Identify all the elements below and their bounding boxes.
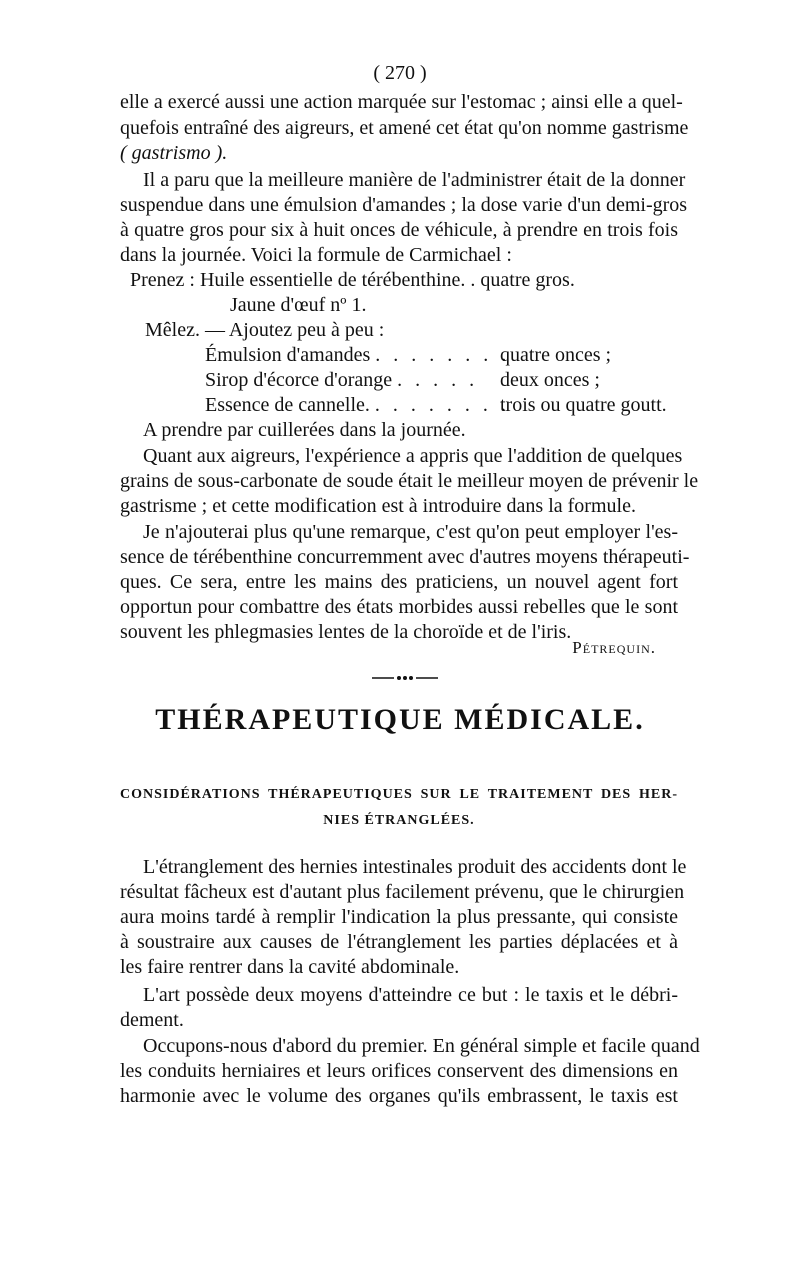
article-subtitle: CONSIDÉRATIONS THÉRAPEUTIQUES SUR LE TRAITEMENT DES HER-: [120, 787, 678, 802]
recipe-item-label: Sirop d'écorce d'orange: [205, 369, 393, 391]
recipe-sirop-qty: deux onces ;: [500, 369, 600, 391]
recipe-essence: [205, 393, 510, 418]
text-line: L'art possède deux moyens d'atteindre ce but : le taxis et le débri-: [143, 984, 678, 1006]
text-line: dans la journée. Voici la formule de Carmichael :: [120, 244, 512, 266]
text-line: L'étranglement des hernies intestinales produit des accidents dont le: [143, 856, 687, 878]
text-line: dement.: [120, 1009, 184, 1031]
leader-dots: . . . . .: [397, 369, 479, 391]
text-line: sence de térébenthine concurremment avec d'autres moyens thérapeuti-: [120, 546, 690, 568]
text-line: Occupons-nous d'abord du premier. En général simple et facile quand: [143, 1035, 700, 1057]
leader-dots: . . . . . . . .: [375, 344, 511, 366]
recipe-melez: Mêlez. — Ajoutez peu à peu :: [145, 319, 385, 341]
text-line: Quant aux aigreurs, l'expérience a appris que l'addition de quelques: [143, 445, 683, 467]
recipe-item-label: Essence de cannelle.: [205, 394, 370, 416]
text-line: suspendue dans une émulsion d'amandes ; la dose varie d'un demi-gros: [120, 194, 688, 216]
text-line: opportun pour combattre des états morbides aussi rebelles que le sont: [120, 596, 678, 618]
text-line: les faire rentrer dans la cavité abdominale.: [120, 956, 460, 978]
text-line: à soustraire aux causes de l'étranglement les parties déplacées et à: [120, 931, 678, 953]
recipe-prendre: A prendre par cuillerées dans la journée.: [143, 419, 466, 441]
recipe-prenez: Prenez : Huile essentielle de térébenthine. . quatre gros.: [130, 269, 575, 291]
text-line: gastrisme ; et cette modification est à introduire dans la formule.: [120, 495, 636, 517]
recipe-emulsion: [205, 343, 510, 368]
text-line: quefois entraîné des aigreurs, et amené cet état qu'on nomme gastrisme: [120, 117, 689, 139]
section-title: THÉRAPEUTIQUE MÉDICALE.: [155, 703, 645, 736]
recipe-emulsion-qty: quatre onces ;: [500, 344, 612, 366]
ornament-divider: [370, 675, 440, 681]
author-signature: Pétrequin.: [572, 638, 656, 657]
text-line: les conduits herniaires et leurs orifices conservent des dimensions en: [120, 1060, 678, 1082]
recipe-sirop: [205, 368, 478, 393]
text-line: résultat fâcheux est d'autant plus facilement prévenu, que le chirurgien: [120, 881, 685, 903]
recipe-essence-qty: trois ou quatre goutt.: [500, 394, 667, 416]
text-line: ques. Ce sera, entre les mains des praticiens, un nouvel agent fort: [120, 571, 678, 593]
text-line: harmonie avec le volume des organes qu'ils embrassent, le taxis est: [120, 1085, 678, 1107]
text-line: ( gastrismo ).: [120, 142, 228, 164]
page-number: ( 270 ): [373, 62, 427, 84]
text-line: Je n'ajouterai plus qu'une remarque, c'est qu'on peut employer l'es-: [143, 521, 678, 543]
text-line: aura moins tardé à remplir l'indication la plus pressante, qui consiste: [120, 906, 678, 928]
text-line: à quatre gros pour six à huit onces de véhicule, à prendre en trois fois: [120, 219, 678, 241]
text-line: grains de sous-carbonate de soude était le meilleur moyen de prévenir le: [120, 470, 699, 492]
article-subtitle: NIES ÉTRANGLÉES.: [323, 813, 475, 828]
recipe-jaune: Jaune d'œuf nº 1.: [230, 294, 367, 316]
text-line: elle a exercé aussi une action marquée sur l'estomac ; ainsi elle a quel-: [120, 91, 683, 113]
recipe-item-label: Émulsion d'amandes: [205, 344, 371, 366]
text-line: souvent les phlegmasies lentes de la choroïde et de l'iris.: [120, 621, 572, 643]
text-line: Il a paru que la meilleure manière de l'administrer était de la donner: [143, 169, 686, 191]
leader-dots: . . . . . . . .: [374, 394, 510, 416]
